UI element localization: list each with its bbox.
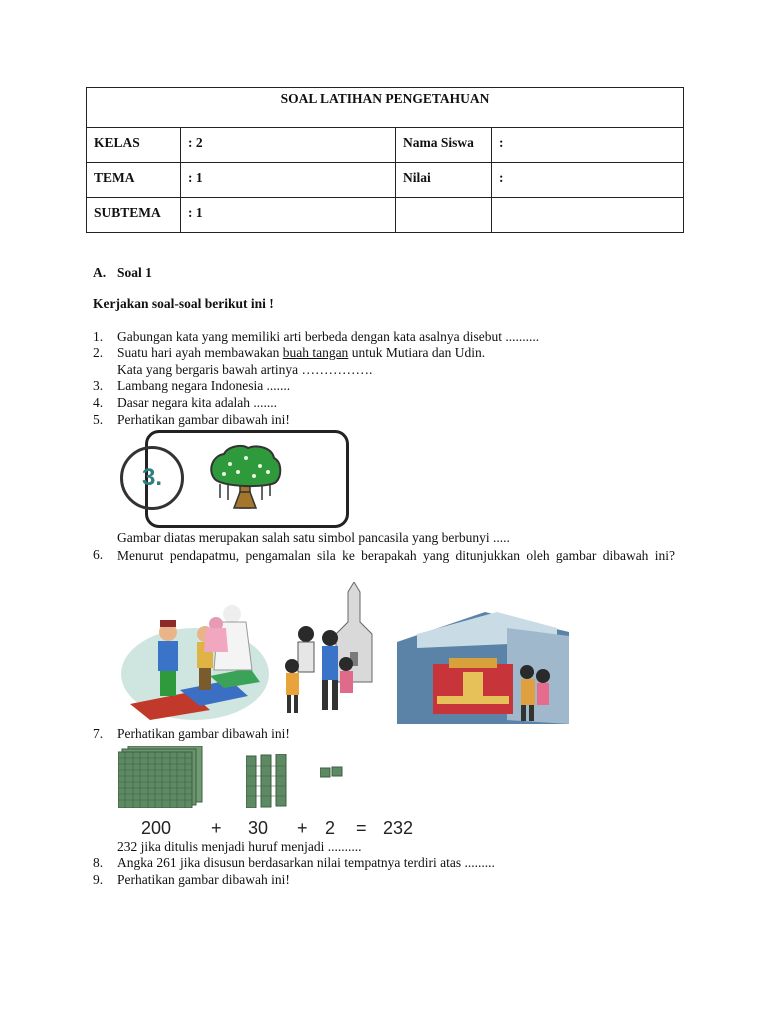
empty-cell — [492, 198, 684, 233]
q2-underlined: buah tangan — [282, 345, 349, 360]
tens-rods-icon — [246, 754, 288, 808]
equation-equals: = — [356, 818, 367, 838]
worksheet-title: SOAL LATIHAN PENGETAHUAN — [87, 88, 684, 128]
q7-text: Perhatikan gambar dibawah ini! — [117, 726, 290, 741]
q9-text: Perhatikan gambar dibawah ini! — [117, 872, 290, 887]
nama-siswa-value: : — [492, 128, 684, 163]
q8-text: Angka 261 jika disusun berdasarkan nilai tempatnya terdiri atas ......... — [117, 855, 495, 870]
equation-result: 232 — [383, 818, 414, 838]
q2-line2: Kata yang bergaris bawah artinya ……………. — [117, 362, 373, 377]
subtema-value: : 1 — [181, 198, 396, 233]
q4-text: Dasar negara kita adalah ....... — [117, 395, 278, 410]
q6-number: 6. — [93, 547, 104, 562]
q2-text-b: untuk Mutiara dan Udin. — [348, 345, 486, 360]
section-heading: Soal 1 — [117, 265, 152, 280]
subtema-label: SUBTEMA — [87, 198, 181, 233]
q7-caption: 232 jika ditulis menjadi huruf menjadi .......... — [117, 839, 362, 854]
q5-caption: Gambar diatas merupakan salah satu simbol pancasila yang berbunyi ..... — [117, 530, 510, 545]
hundreds-blocks-icon — [118, 746, 204, 808]
empty-cell — [396, 198, 492, 233]
q1-text: Gabungan kata yang memiliki arti berbeda dengan kata asalnya disebut .......... — [117, 329, 540, 344]
section-letter: A. — [93, 265, 107, 280]
instruction: Kerjakan soal-soal berikut ini ! — [93, 296, 274, 311]
q9-number: 9. — [93, 872, 104, 887]
q2-text-a: Suatu hari ayah membawakan — [117, 345, 283, 360]
kelas-value: : 2 — [181, 128, 396, 163]
header-table — [86, 87, 684, 233]
nilai-label: Nilai — [396, 163, 492, 198]
equation-ones: 2 — [325, 818, 336, 838]
q5-number: 5. — [93, 412, 104, 427]
nama-siswa-label: Nama Siswa — [396, 128, 492, 163]
q5-text: Perhatikan gambar dibawah ini! — [117, 412, 290, 427]
kelas-label: KELAS — [87, 128, 181, 163]
q1-number: 1. — [93, 329, 104, 344]
banyan-tree-icon — [206, 444, 284, 512]
nilai-value: : — [492, 163, 684, 198]
family-church-illustration — [278, 582, 384, 722]
family-temple-illustration — [397, 612, 569, 724]
q6-text: Menurut pendapatmu, pengamalan sila ke berapakah yang ditunjukkan oleh gambar dibawah ini? — [117, 548, 675, 563]
tema-label: TEMA — [87, 163, 181, 198]
family-praying-illustration — [120, 592, 270, 722]
equation-plus-2: + — [297, 818, 308, 838]
tema-value: : 1 — [181, 163, 396, 198]
equation-plus-1: + — [211, 818, 222, 838]
q7-number: 7. — [93, 726, 104, 741]
q4-number: 4. — [93, 395, 104, 410]
figure-number-circle: 3. — [120, 446, 184, 510]
q2-number: 2. — [93, 345, 104, 360]
ones-cubes-icon — [320, 766, 344, 778]
q2-text — [117, 345, 485, 361]
equation-tens: 30 — [248, 818, 269, 838]
equation-hundreds: 200 — [141, 818, 172, 838]
q8-number: 8. — [93, 855, 104, 870]
q3-number: 3. — [93, 378, 104, 393]
q3-text: Lambang negara Indonesia ....... — [117, 378, 291, 393]
